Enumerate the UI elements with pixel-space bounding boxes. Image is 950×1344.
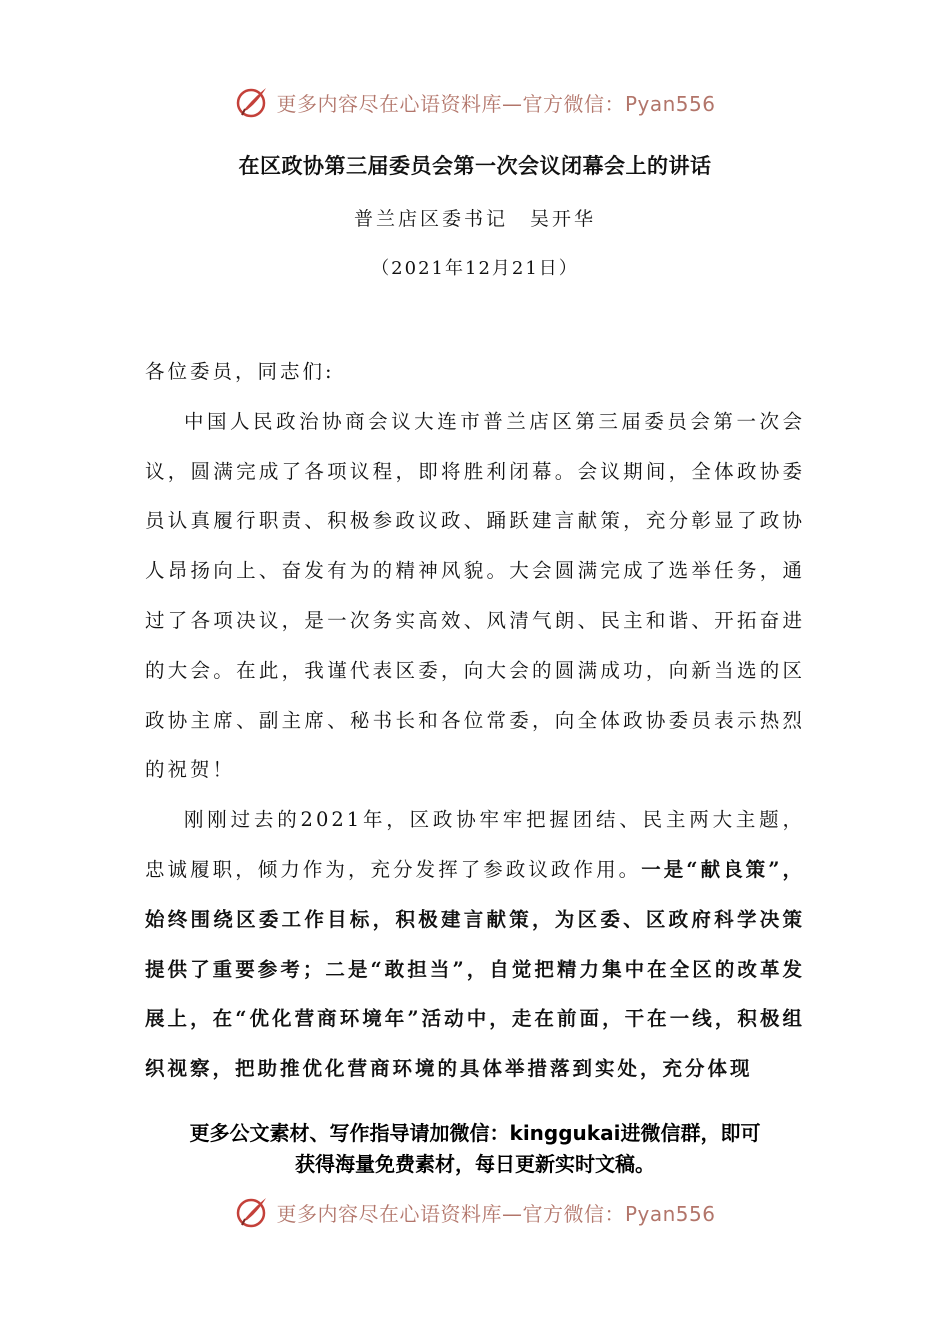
document-author: 普兰店区委书记 吴开华 — [353, 208, 596, 230]
footer-promo — [0, 1118, 950, 1180]
paragraph-2 — [145, 795, 805, 1094]
footer-promo-line-2: 获得海量免费素材，每日更新实时文稿。 — [295, 1152, 655, 1176]
document-date: （2021年12月21日） — [371, 258, 579, 279]
paragraph-2-plain: 刚刚过去的2021年，区政协牢牢把握团结、民主两大主题，忠诚履职，倾力作为，充分发挥了参政议政作用。 — [145, 808, 805, 881]
footer-promo-line-1: 更多公文素材、写作指导请加微信：kinggukai进微信群，即可 — [189, 1121, 761, 1145]
paragraph-2-bold: 一是“献良策”，始终围绕区委工作目标，积极建言献策，为区委、区政府科学决策提供了重要参考；二是“敢担当”，自觉把精力集中在全区的改革发展上，在“优化营商环境年”活动中，走在前面，干在一线，积极组织视察，把助推优化营商环境的具体举措落到实处，充分体现 — [145, 857, 805, 1081]
paragraph-1: 中国人民政治协商会议大连市普兰店区第三届委员会第一次会议，圆满完成了各项议程，即将胜利闭幕。会议期间，全体政协委员认真履行职责、积极参政议政、踊跃建言献策，充分彰显了政协人昂扬向上、奋发有为的精神风貌。大会圆满完成了选举任务，通过了各项决议，是一次务实高效、风清气朗、民主和谐、开拓奋进的大会。在此，我谨代表区委，向大会的圆满成功，向新当选的区政协主席、副主席、秘书长和各位常委，向全体政协委员表示热烈的祝贺！ — [145, 409, 805, 782]
salutation: 各位委员，同志们: — [145, 360, 335, 383]
watermark-text: 更多内容尽在心语资料库—官方微信：Pyan556 — [276, 1201, 716, 1226]
quill-logo-icon — [234, 84, 270, 120]
watermark-bottom — [0, 1194, 950, 1230]
watermark-text: 更多内容尽在心语资料库—官方微信：Pyan556 — [276, 91, 716, 116]
quill-logo-icon — [234, 1194, 270, 1230]
document-title: 在区政协第三届委员会第一次会议闭幕会上的讲话 — [238, 153, 712, 178]
watermark-top — [0, 84, 950, 120]
document-body — [145, 347, 805, 1094]
